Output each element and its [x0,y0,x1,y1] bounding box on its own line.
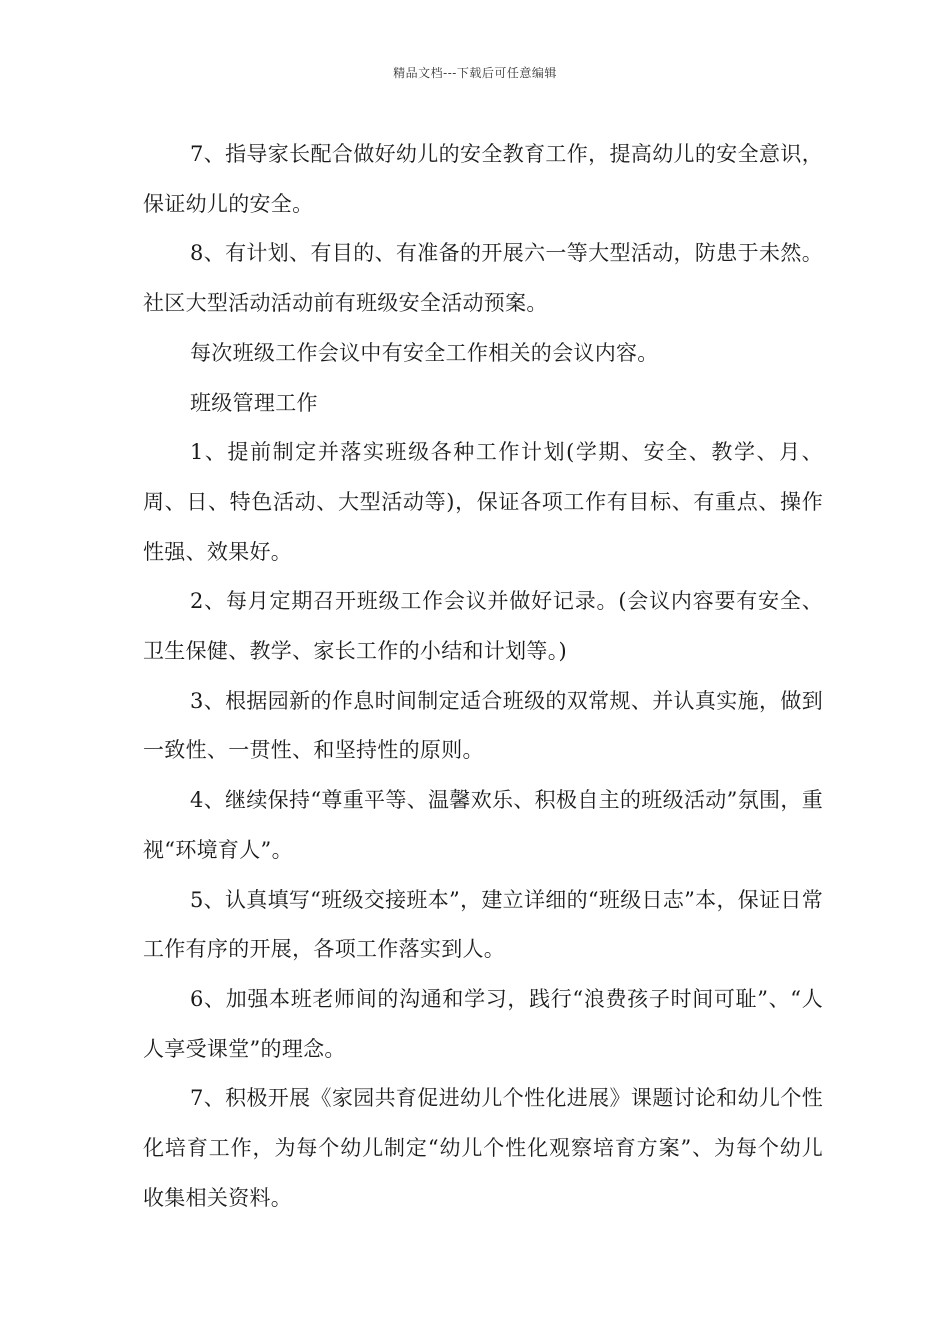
paragraph-management-item-4: 4、继续保持“尊重平等、温馨欢乐、积极自主的班级活动”氛围，重视“环境育人”。 [143,788,823,862]
paragraph-management-item-2: 2、每月定期召开班级工作会议并做好记录。(会议内容要有安全、卫生保健、教学、家长工作的小结和计划等。) [143,589,823,664]
paragraph-management-item-7: 7、积极开展《家园共育促进幼儿个性化进展》课题讨论和幼儿个性化培育工作，为每个幼儿制定“幼儿个性化观察培育方案”、为每个幼儿收集相关资料。 [143,1086,823,1210]
paragraph-safety-item-8: 8、有计划、有目的、有准备的开展六一等大型活动，防患于未然。社区大型活动活动前有班级安全活动预案。 [143,241,823,316]
page-header: 精品文档---下载后可任意编辑 [393,66,557,80]
paragraph-safety-item-7: 7、指导家长配合做好幼儿的安全教育工作，提高幼儿的安全意识，保证幼儿的安全。 [143,142,823,216]
document-body [143,130,823,1223]
section-heading-class-management: 班级管理工作 [190,390,318,415]
paragraph-management-item-6: 6、加强本班老师间的沟通和学习，践行“浪费孩子时间可耻”、“人人享受课堂”的理念。 [143,986,823,1061]
paragraph-management-item-3: 3、根据园新的作息时间制定适合班级的双常规、并认真实施，做到一致性、一贯性、和坚持性的原则。 [143,688,823,763]
paragraph-management-item-1: 1、提前制定并落实班级各种工作计划(学期、安全、教学、月、周、日、特色活动、大型活动等)，保证各项工作有目标、有重点、操作性强、效果好。 [143,440,823,564]
paragraph-meeting-safety: 每次班级工作会议中有安全工作相关的会议内容。 [190,340,659,365]
paragraph-management-item-5: 5、认真填写“班级交接班本”，建立详细的“班级日志”本，保证日常工作有序的开展，各项工作落实到人。 [143,887,823,962]
